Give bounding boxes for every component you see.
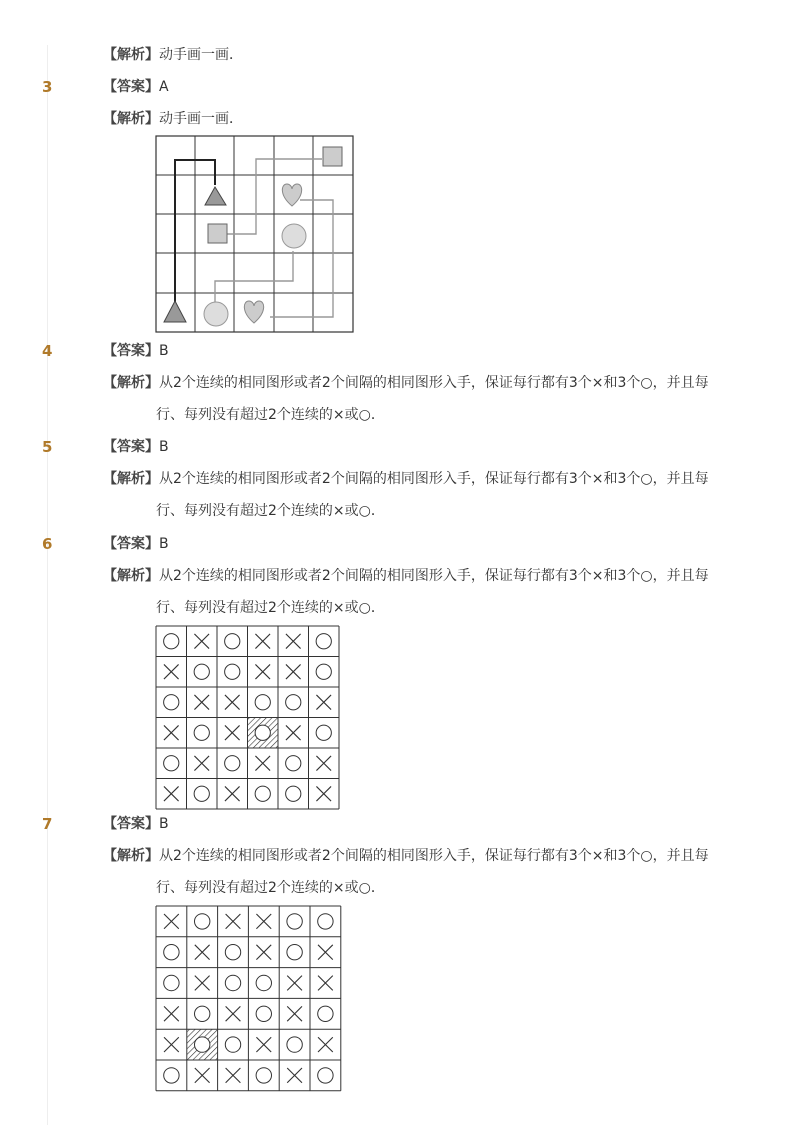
answer-value: B: [159, 439, 169, 455]
analysis-line: [103, 109, 243, 129]
answer-line: [103, 437, 169, 457]
circle-shape: [282, 224, 306, 248]
o-mark: [256, 1006, 271, 1021]
o-mark: [164, 975, 179, 990]
x-mark: [164, 725, 179, 740]
o-mark: [318, 914, 333, 929]
answer-line: [103, 341, 169, 361]
analysis-line: [103, 566, 709, 586]
analysis-text: 从2个连续的相同图形或者2个间隔的相同图形入手，保证每行都有3个×和3个○，并且每: [159, 568, 709, 584]
x-mark: [318, 1037, 333, 1052]
answer-tag: 【答案】: [103, 536, 159, 552]
o-mark: [255, 725, 270, 740]
x-mark: [226, 1006, 241, 1021]
o-mark: [256, 1068, 271, 1083]
x-mark: [226, 1068, 241, 1083]
answer-tag: 【答案】: [103, 79, 159, 95]
answer-value: B: [159, 536, 169, 552]
shape-path-puzzle-grid: [155, 135, 355, 335]
analysis-line: [103, 469, 709, 489]
x-mark: [194, 695, 209, 710]
analysis-text-cont: 行、每列没有超过2个连续的×或○．: [156, 880, 385, 896]
o-mark: [318, 1006, 333, 1021]
x-mark: [195, 976, 210, 991]
o-mark: [195, 1037, 210, 1052]
answer-tag: 【答案】: [103, 816, 159, 832]
o-mark: [255, 786, 270, 801]
question-number: 4: [42, 342, 53, 360]
x-mark: [225, 725, 240, 740]
x-mark: [164, 1037, 179, 1052]
o-mark: [225, 1037, 240, 1052]
x-mark: [164, 1006, 179, 1021]
o-mark: [225, 634, 240, 649]
o-mark: [287, 1037, 302, 1052]
o-mark: [195, 1006, 210, 1021]
heart-path: [270, 200, 333, 317]
x-mark: [287, 976, 302, 991]
x-mark: [316, 756, 331, 771]
x-mark: [287, 1006, 302, 1021]
o-mark: [225, 664, 240, 679]
square-shape: [323, 147, 342, 166]
o-mark: [164, 1068, 179, 1083]
x-mark: [194, 756, 209, 771]
o-mark: [318, 1068, 333, 1083]
triangle-shape: [164, 301, 186, 322]
o-mark: [316, 725, 331, 740]
o-mark: [286, 756, 301, 771]
circle-shape: [204, 302, 228, 326]
x-mark: [164, 664, 179, 679]
x-mark: [318, 945, 333, 960]
question-number: 6: [42, 535, 53, 553]
heart-shape: [282, 184, 301, 206]
x-mark: [316, 695, 331, 710]
question-number: 7: [42, 815, 53, 833]
o-mark: [316, 634, 331, 649]
analysis-text-cont: 行、每列没有超过2个连续的×或○．: [156, 600, 385, 616]
analysis-text-cont: 行、每列没有超过2个连续的×或○．: [156, 503, 385, 519]
o-mark: [287, 945, 302, 960]
analysis-text: 动手画一画．: [159, 111, 243, 127]
x-mark: [256, 914, 271, 929]
o-mark: [286, 786, 301, 801]
x-mark: [225, 695, 240, 710]
o-mark: [164, 695, 179, 710]
x-mark: [256, 1037, 271, 1052]
x-mark: [286, 634, 301, 649]
analysis-tag: 【解析】: [103, 111, 159, 127]
analysis-line: [103, 373, 709, 393]
x-mark: [226, 914, 241, 929]
x-mark: [286, 664, 301, 679]
x-mark: [164, 914, 179, 929]
o-mark: [164, 634, 179, 649]
x-mark: [286, 725, 301, 740]
analysis-text: 动手画一画．: [159, 47, 243, 63]
x-mark: [287, 1068, 302, 1083]
o-mark: [164, 756, 179, 771]
answer-line: [103, 77, 169, 97]
analysis-line: [103, 45, 243, 65]
o-mark: [194, 725, 209, 740]
analysis-tag: 【解析】: [103, 471, 159, 487]
x-mark: [318, 976, 333, 991]
x-mark: [195, 1068, 210, 1083]
answer-line: [103, 814, 169, 834]
margin-rule: [47, 45, 48, 1125]
analysis-text: 从2个连续的相同图形或者2个间隔的相同图形入手，保证每行都有3个×和3个○，并且每: [159, 471, 709, 487]
o-mark: [256, 975, 271, 990]
analysis-text: 从2个连续的相同图形或者2个间隔的相同图形入手，保证每行都有3个×和3个○，并且每: [159, 375, 709, 391]
x-mark: [256, 945, 271, 960]
analysis-text-cont: 行、每列没有超过2个连续的×或○．: [156, 407, 385, 423]
o-mark: [287, 914, 302, 929]
o-mark: [286, 695, 301, 710]
o-mark: [255, 695, 270, 710]
o-mark: [225, 975, 240, 990]
analysis-tag: 【解析】: [103, 47, 159, 63]
xo-grid-q7: [155, 905, 343, 1092]
square-shape: [208, 224, 227, 243]
x-mark: [255, 634, 270, 649]
o-mark: [225, 756, 240, 771]
analysis-line: [103, 846, 709, 866]
o-mark: [164, 945, 179, 960]
x-mark: [195, 945, 210, 960]
o-mark: [195, 914, 210, 929]
circle-path: [215, 251, 293, 303]
o-mark: [316, 664, 331, 679]
xo-grid-q6: [155, 625, 341, 810]
answer-line: [103, 534, 169, 554]
x-mark: [164, 786, 179, 801]
answer-value: A: [159, 79, 169, 95]
question-number: 3: [42, 78, 53, 96]
analysis-tag: 【解析】: [103, 848, 159, 864]
x-mark: [255, 664, 270, 679]
heart-shape: [244, 301, 263, 323]
answer-tag: 【答案】: [103, 439, 159, 455]
x-mark: [225, 786, 240, 801]
question-number: 5: [42, 438, 53, 456]
analysis-tag: 【解析】: [103, 568, 159, 584]
answer-value: B: [159, 816, 169, 832]
triangle-shape: [205, 187, 226, 205]
x-mark: [194, 634, 209, 649]
o-mark: [225, 945, 240, 960]
o-mark: [194, 786, 209, 801]
x-mark: [316, 786, 331, 801]
answer-tag: 【答案】: [103, 343, 159, 359]
answer-value: B: [159, 343, 169, 359]
x-mark: [255, 756, 270, 771]
o-mark: [194, 664, 209, 679]
analysis-text: 从2个连续的相同图形或者2个间隔的相同图形入手，保证每行都有3个×和3个○，并且每: [159, 848, 709, 864]
analysis-tag: 【解析】: [103, 375, 159, 391]
